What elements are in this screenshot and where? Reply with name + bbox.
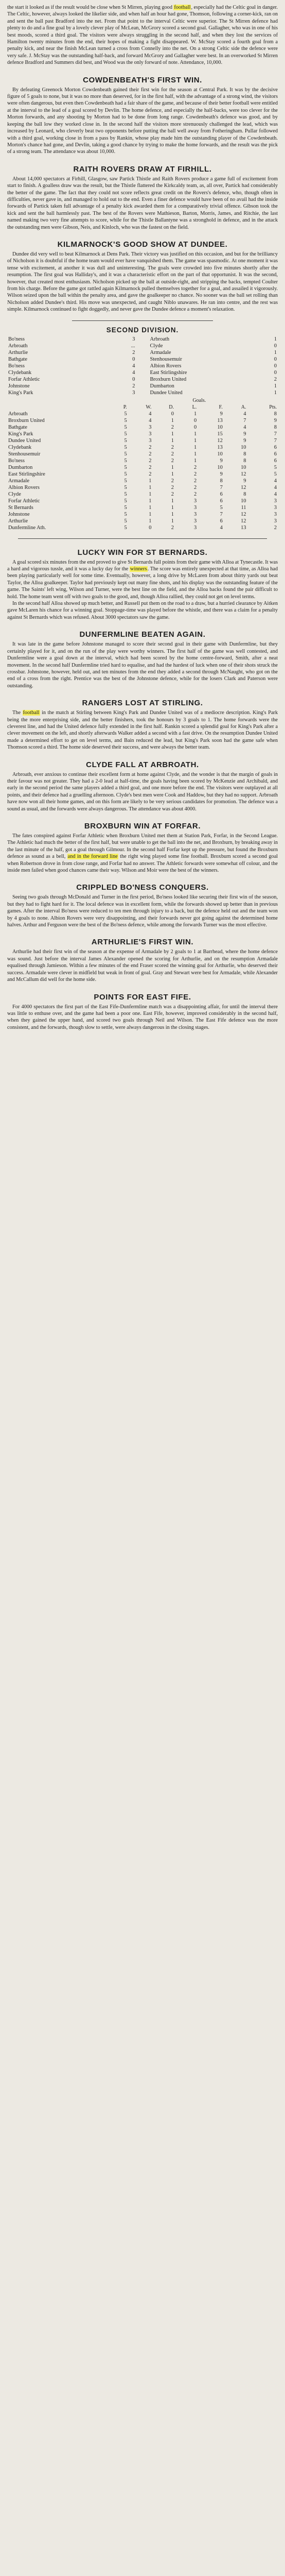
- col-header: P.: [123, 404, 127, 410]
- league-stat: 12: [241, 518, 246, 524]
- league-stat: 12: [241, 471, 246, 477]
- league-stat: 2: [171, 491, 174, 497]
- league-row: [7, 478, 278, 484]
- league-stat: 4: [149, 411, 152, 417]
- league-team: Forfar Athletic: [8, 498, 40, 504]
- league-stat: 3: [149, 431, 152, 437]
- article-heading: POINTS FOR EAST FIFE.: [94, 992, 191, 1002]
- article-arthurlie: [7, 938, 278, 983]
- league-stat: 3: [274, 504, 277, 511]
- league-stat: 1: [171, 417, 174, 423]
- result-row: [7, 356, 278, 363]
- league-team: Clyde: [8, 491, 21, 497]
- article-cowdenbeath: [7, 76, 278, 156]
- article-heading: RAITH ROVERS DRAW AT FIRHILL.: [73, 164, 212, 174]
- article-dunfermline: [7, 630, 278, 689]
- league-stat: 5: [124, 457, 127, 464]
- league-team: Dumbarton: [8, 464, 33, 470]
- league-row: [7, 424, 278, 431]
- search-highlight: football: [23, 710, 40, 716]
- league-stat: 12: [241, 511, 246, 517]
- result-separator: [136, 376, 149, 383]
- away-team: Dumbarton: [150, 383, 174, 389]
- col-header: W.: [146, 404, 152, 410]
- league-stat: 5: [124, 524, 127, 531]
- league-stat: 0: [194, 417, 197, 423]
- league-stat: 5: [124, 504, 127, 511]
- league-stat: 5: [124, 464, 127, 470]
- league-stat: 2: [194, 478, 197, 484]
- section-divider: [72, 320, 213, 321]
- home-team: King's Park: [8, 389, 33, 396]
- article-heading: CLYDE FALL AT ARBROATH.: [86, 760, 199, 769]
- result-row: [7, 336, 278, 343]
- league-team: East Stirlingshire: [8, 471, 45, 477]
- league-team: King's Park: [8, 431, 33, 437]
- league-stat: 5: [124, 471, 127, 477]
- league-stat: 5: [124, 478, 127, 484]
- league-team: Bathgate: [8, 424, 27, 430]
- article-paragraph: The fates conspired against Forfar Athletic when Broxburn United met them at Station Park, Forfar, in the Second League. The Athletic had much the better of the first half, but were unable to get the ball into the net, and Broxburn, by breaking away in the last minute of the half, got a goal through Gilmour. In the second half Forfar kept up the pressure, but found the Broxburn defence as sound as a bell, and in the forward line the right wing played some fine football. Broxburn scored a second goal when Robertson drove in from close range, and Forfar had no answer. The Athletic forwards were somewhat off colour, and the inside men failed when good chances came their way. Wilson and Moir were the best of the winners.: [7, 833, 278, 874]
- league-stat: 0: [149, 524, 152, 531]
- league-stat: 1: [171, 471, 174, 477]
- league-stat: 8: [220, 478, 223, 484]
- league-stat: 13: [217, 444, 223, 450]
- league-stat: 1: [149, 504, 152, 511]
- away-score: 0: [274, 363, 277, 369]
- away-team: Clyde: [150, 343, 163, 349]
- league-stat: 7: [274, 431, 277, 437]
- article-heading: ARTHURLIE'S FIRST WIN.: [91, 938, 194, 947]
- league-stat: 5: [124, 437, 127, 444]
- league-row: [7, 464, 278, 471]
- col-header: Pts.: [269, 404, 277, 410]
- col-header: F.: [219, 404, 223, 410]
- league-row: [7, 457, 278, 464]
- league-stat: 13: [241, 524, 246, 531]
- away-score: 0: [274, 356, 277, 362]
- league-stat: 2: [194, 484, 197, 490]
- league-stat: 8: [243, 451, 246, 457]
- league-stat: 11: [241, 504, 246, 511]
- league-row: [7, 518, 278, 524]
- league-stat: 1: [171, 518, 174, 524]
- col-header: A.: [241, 404, 246, 410]
- article-heading: BROXBURN WIN AT FORFAR.: [84, 822, 201, 831]
- league-stat: 3: [194, 498, 197, 504]
- league-stat: 10: [217, 464, 223, 470]
- league-stat: 5: [124, 431, 127, 437]
- league-stat: 0: [171, 411, 174, 417]
- league-stat: 2: [171, 478, 174, 484]
- article-paragraph: The football in the match at Stirling between King's Park and Dundee United was of a mediocre description. King's Park being the more enterprising side, and the better finishers, took the honours by 3 goals to 1. The home forwards were the cleverest line, and had the United defence fully extended in the first half. Rankin scored a splendid goal for King's Park after a clever movement on the left, and shortly afterwards Walker added a second with a fast drive. On the resumption Dundee United made a determined effort to get on level terms, and Bain reduced the lead, but King's Park soon had the game safe when Thomson scored a third. The home side deserved their success, and were always the better team.: [7, 710, 278, 751]
- result-separator: [136, 363, 149, 369]
- article-paragraph: Seeing two goals through McDonald and Turner in the first period, Bo'ness looked like securing their first win of the season, but they had to fight hard for it. The local defence was in excellent form, while the forwards showed up better than in previous games. After the interval Bo'ness were reduced to ten men through injury to a back, but the defence held out and the team won by 4 goals to none. Albion Rovers were very disappointing, and their forwards never got going against the determined home halves. Arthur and Ferguson were the best of the Bo'ness defence, while among the forwards Turner was the most effective.: [7, 894, 278, 928]
- away-team: Armadale: [150, 349, 171, 355]
- league-stat: 2: [149, 457, 152, 464]
- league-table: [7, 397, 278, 531]
- result-separator: [136, 349, 149, 356]
- result-row: [7, 349, 278, 356]
- home-team: Clydebank: [8, 369, 32, 376]
- col-header: L.: [192, 404, 197, 410]
- league-stat: 6: [274, 444, 277, 450]
- league-stat: 5: [124, 424, 127, 430]
- section-heading: SECOND DIVISION.: [106, 326, 179, 334]
- league-stat: 1: [171, 437, 174, 444]
- article-heading: DUNFERMLINE BEATEN AGAIN.: [79, 630, 206, 639]
- article-kilmarnock: [7, 240, 278, 313]
- article-paragraph: the start it looked as if the result would be close when St Mirren, playing good football, especially had the Celtic goal in danger. The Celtic, however, always looked the likelier side, and when half an hour had gone, Thomson, following a corner-kick, ran on and sent the ball past Bradford into the net. From that point to the interval Celtic were superior. The St Mirren defence had plenty to do and a fine goal by a lovely clever play of McLean, McGrory scored a second goal. Gallagher, who was in one of his best moods, scored a third goal. The visitors were always struggling in the second half, and when they lost the services of Hamilton twenty minutes from the end, their hopes of making a fight disappeared. W. McStay scored a fourth goal from a penalty kick, and near the finish McLean turned a cross from Connelly into the net. On a strong Celtic side the defence were very safe. J. McStay was the outstanding half-back, and forward McGrory and Gallagher were best. In an overworked St Mirren defence Bradford and Summers did best, and Wood was the only forward of note. Attendance, 10,000.: [7, 5, 278, 66]
- league-stat: 8: [274, 424, 277, 430]
- league-stat: 7: [220, 484, 223, 490]
- league-stat: 1: [194, 451, 197, 457]
- league-goals-row: [7, 397, 278, 404]
- league-stat: 1: [149, 478, 152, 484]
- result-separator: [136, 343, 149, 349]
- more-reports: [7, 548, 278, 1031]
- league-stat: 6: [220, 498, 223, 504]
- league-row: [7, 524, 278, 531]
- article-paragraph: A goal scored six minutes from the end proved to give St Bernards full points from their game with Alloa at Tynecastle. It was a hard and vigorous tussle, and it was a lucky day for the winners. The score was entirely unexpected at that time, as Alloa had been playing particularly well for some time. Eventually, however, a long drive by McLaren from about thirty yards out beat Taylor, the Alloa goalkeeper. Taylor had previously kept out many fine shots, and his display was the outstanding feature of the game. The Saints' left wing, Wilson and Turner, were the best line on the field, and the Alloa backs found the pair difficult to hold. The home team went off with two goals to the good, and, though Alloa rallied, they could not get on level terms.: [7, 559, 278, 600]
- away-score: 1: [274, 336, 277, 342]
- league-row: [7, 498, 278, 504]
- col-header: D.: [169, 404, 174, 410]
- league-stat: 9: [220, 411, 223, 417]
- league-stat: 1: [194, 431, 197, 437]
- home-team: Bo'ness: [8, 363, 25, 369]
- article-clyde: [7, 760, 278, 812]
- article-paragraph: Dundee did very well to beat Kilmarnock at Dens Park. Their victory was justified on this occasion, and but for the brilliancy of Nicholson it is doubtful if the home team would ever have vanquished them. The game was spasmodic. At one moment it was tense with excitement, at another it was dull and uninteresting. The goals were crowded into five minutes shortly after the resumption. The first goal was Halliday's, and it was a characteristic effort on the part of that opportunist. It was the second, however, that created most enthusiasm. Nicholson picked up the ball at outside-right, and stripping the backs, tempted Coulter from his charge. Before the game got rattled again Kilmarnock pulled themselves together for a goal, and assailed it vigorously. Wilson seized upon the ball within the penalty area, and gave the goalkeeper no chance. No sooner was the ball set rolling than Nicholson added Dundee's third. His move was unexpected, and caught Niblo unawares. He ran into centre, and the rest was simple. Kilmarnock continued to fight doggedly, and never gave the Dundee defence a moment's relaxation.: [7, 251, 278, 313]
- league-row: [7, 431, 278, 437]
- goals-label: Goals.: [192, 397, 206, 403]
- home-team: Bathgate: [8, 356, 27, 362]
- away-team: Arbroath: [150, 336, 170, 342]
- league-row: [7, 451, 278, 457]
- league-stat: 8: [274, 411, 277, 417]
- league-stat: 7: [243, 417, 246, 423]
- search-highlight: and in the forward line: [67, 854, 118, 860]
- league-stat: 3: [194, 524, 197, 531]
- away-team: Stenhousemuir: [150, 356, 182, 362]
- article-rangers: [7, 699, 278, 751]
- home-team: Bo'ness: [8, 336, 25, 342]
- search-highlight: winners: [130, 566, 147, 572]
- article-heading: CRIPPLED BO'NESS CONQUERS.: [76, 883, 209, 892]
- home-score: 0: [132, 376, 135, 382]
- league-stat: 5: [124, 417, 127, 423]
- league-stat: 5: [124, 518, 127, 524]
- home-score: 2: [132, 349, 135, 355]
- result-separator: [136, 336, 149, 343]
- article-bo-ness: [7, 883, 278, 928]
- league-stat: 5: [124, 451, 127, 457]
- league-stat: 1: [149, 484, 152, 490]
- result-row: [7, 383, 278, 389]
- article-eastfife: [7, 993, 278, 1031]
- league-stat: 5: [274, 471, 277, 477]
- league-stat: 2: [274, 524, 277, 531]
- article-paragraph: It was late in the game before Johnstone managed to score their second goal in their game with Dunfermline, but they certainly played for it, and on the run of the play were worthy winners. The first half of the game was well contested, and Dunfermline were a goal down at the interval, which had been scored by the home centre-forward, Smith, after a neat movement. In the second half Dunfermline tried hard to equalise, and had the hardest of luck when one of their shots struck the crossbar. Johnstone, however, held out, and ten minutes from the end they added a second through McNaught, who got on the end of a cross from the right. Prentice was the best of the Johnstone defence, while for the losers Clark and Paterson were outstanding.: [7, 641, 278, 689]
- league-team: St Bernards: [8, 504, 33, 511]
- section-divider: [18, 538, 267, 539]
- league-stat: 2: [171, 451, 174, 457]
- home-score: 2: [132, 383, 135, 389]
- league-row: [7, 417, 278, 424]
- result-separator: [136, 369, 149, 376]
- league-stat: 2: [171, 457, 174, 464]
- league-stat: 2: [149, 444, 152, 450]
- league-row: [7, 437, 278, 444]
- league-stat: 4: [220, 524, 223, 531]
- league-stat: 1: [171, 431, 174, 437]
- home-team: Arthurlie: [8, 349, 28, 355]
- league-stat: 1: [194, 444, 197, 450]
- league-stat: 2: [149, 464, 152, 470]
- home-score: 3: [132, 336, 135, 342]
- league-stat: 10: [241, 444, 246, 450]
- league-stat: 3: [194, 504, 197, 511]
- league-stat: 5: [274, 464, 277, 470]
- league-stat: 10: [241, 498, 246, 504]
- second-division: [7, 326, 278, 531]
- league-stat: 0: [194, 424, 197, 430]
- result-row: [7, 363, 278, 369]
- league-stat: 1: [194, 457, 197, 464]
- league-stat: 9: [220, 471, 223, 477]
- article-broxburn: [7, 822, 278, 874]
- league-row: [7, 484, 278, 491]
- league-stat: 4: [243, 411, 246, 417]
- league-stat: 1: [149, 511, 152, 517]
- league-stat: 6: [220, 491, 223, 497]
- article-heading: LUCKY WIN FOR ST BERNARDS.: [77, 548, 208, 557]
- league-stat: 7: [274, 437, 277, 444]
- league-stat: 1: [194, 437, 197, 444]
- league-stat: 6: [220, 518, 223, 524]
- result-row: [7, 376, 278, 383]
- away-score: 0: [274, 343, 277, 349]
- article-heading: KILMARNOCK'S GOOD SHOW AT DUNDEE.: [57, 240, 228, 249]
- league-stat: 10: [241, 464, 246, 470]
- league-team: Broxburn United: [8, 417, 45, 423]
- result-separator: [136, 383, 149, 389]
- league-stat: 5: [220, 504, 223, 511]
- league-team: Albion Rovers: [8, 484, 40, 490]
- league-stat: 2: [171, 524, 174, 531]
- article-paragraph: Arbroath, ever anxious to continue their excellent form at home against Clyde, and the wonder is that the margin of goals in their favour was not greater. They had a 2-0 lead at half-time, the goals having been scored by McKenzie and Archibald, and early in the second period the same players added a third goal, and one more before the end. The visitors were outplayed at all points, and their defence had a gruelling afternoon. Clyde's best men were Cook and Haddow, but they had no support. Arbroath have now won all their home games, and on this form are likely to be very serious candidates for promotion. The defence was a sound as usual, and the forwards were always dangerous. The attendance was about 4000.: [7, 771, 278, 812]
- league-stat: 1: [171, 498, 174, 504]
- league-stat: 3: [274, 518, 277, 524]
- league-stat: 5: [124, 411, 127, 417]
- league-stat: 9: [220, 457, 223, 464]
- league-team: Stenhousemuir: [8, 451, 41, 457]
- league-stat: 1: [171, 464, 174, 470]
- league-stat: 4: [274, 484, 277, 490]
- league-stat: 1: [171, 511, 174, 517]
- league-stat: 2: [171, 444, 174, 450]
- league-team: Arthurlie: [8, 518, 28, 524]
- league-row: [7, 411, 278, 417]
- league-stat: 8: [243, 457, 246, 464]
- article-heading: COWDENBEATH'S FIRST WIN.: [83, 75, 202, 84]
- league-stat: 3: [149, 437, 152, 444]
- league-stat: 1: [149, 498, 152, 504]
- league-stat: 13: [217, 417, 223, 423]
- result-separator: [136, 356, 149, 363]
- article-stbernards: [7, 548, 278, 621]
- away-score: 1: [274, 349, 277, 355]
- result-row: [7, 389, 278, 396]
- result-row: [7, 369, 278, 376]
- league-team: Johnstone: [8, 511, 30, 517]
- league-stat: 6: [274, 457, 277, 464]
- home-team: Arbroath: [8, 343, 28, 349]
- away-team: Broxburn United: [150, 376, 187, 382]
- league-stat: 2: [194, 491, 197, 497]
- league-stat: 9: [243, 478, 246, 484]
- league-stat: 8: [243, 491, 246, 497]
- away-score: 1: [274, 389, 277, 396]
- opening-report: [7, 4, 278, 66]
- article-paragraph: By defeating Greenock Morton Cowdenbeath gained their first win for the season at Central Park. It was by the decisive figure of 5 goals to none, but it was no more than deserved, for in the first half, with the advantage of a strong wind, the visitors were often dangerous, but even then Cowdenbeath had a fair share of the game, and because of their better football were entitled at the interval to the lead of a goal scored by Devlin. The home defence, and especially the half-backs, were too clever for the Morton forwards, and any shooting by Morton had to be done from long range. Cowdenbeath's defence was good, and by keeping the ball low they worked close in. In the second half the visitors more strenuously challenged the lead, which was increased by Leonard, who cleverly beat two opponents before putting the ball well away from Fotheringham. Pullar followed with a third goal, working close in from a pass by Rankin, whose play made him the outstanding player of the Cowdenbeath. Morton's chance had gone, and Devlin, taking a good chance by trying to make the home forwards, and the result was the pick of a strong team. The attendance was about 10,000.: [7, 87, 278, 155]
- league-stat: 2: [194, 471, 197, 477]
- league-stat: 4: [274, 478, 277, 484]
- league-stat: 15: [217, 431, 223, 437]
- home-score: 4: [132, 369, 135, 376]
- article-heading: RANGERS LOST AT STIRLING.: [82, 699, 203, 708]
- result-row: [7, 343, 278, 349]
- league-stat: 6: [274, 451, 277, 457]
- league-stat: 2: [171, 424, 174, 430]
- league-stat: 4: [243, 424, 246, 430]
- article-raith: [7, 165, 278, 231]
- league-stat: 1: [149, 491, 152, 497]
- league-stat: 1: [194, 411, 197, 417]
- home-team: Johnstone: [8, 383, 30, 389]
- league-row: [7, 511, 278, 518]
- away-team: Dundee United: [150, 389, 183, 396]
- league-stat: 10: [217, 451, 223, 457]
- league-stat: 3: [194, 518, 197, 524]
- league-stat: 3: [149, 424, 152, 430]
- article-paragraph: In the second half Alloa showed up much better, and Russell put them on the road to a draw, but a hurried clearance by Aitken gave McLaren his chance for a winning goal. Stoppage-time was played before the whistle, and there was a claim for a penalty against St Bernards which was refused. About 3000 spectators saw the game.: [7, 601, 278, 620]
- home-score: 0: [132, 356, 135, 362]
- league-stat: 4: [274, 491, 277, 497]
- league-stat: 5: [124, 484, 127, 490]
- home-score: 4: [132, 363, 135, 369]
- league-stat: 9: [243, 437, 246, 444]
- home-score: ...: [131, 343, 135, 349]
- home-team: Forfar Athletic: [8, 376, 40, 382]
- home-score: 3: [132, 389, 135, 396]
- league-stat: 9: [243, 431, 246, 437]
- result-separator: [136, 389, 149, 396]
- league-team: Dundee United: [8, 437, 41, 444]
- away-team: Albion Rovers: [150, 363, 182, 369]
- league-stat: 2: [149, 471, 152, 477]
- league-stat: 5: [124, 511, 127, 517]
- league-row: [7, 444, 278, 451]
- article-paragraph: About 14,000 spectators at Firhill, Glasgow, saw Partick Thistle and Raith Rovers produce a game full of excitement from start to finish. A goalless draw was the result, but the Thistle flattered the Kirkcaldy team, as, all over, Partick had considerably the better of the game. The fact that they could not score reflects great credit on the Rovers's defence, who, though often in difficulties, never gave in, and managed to hold out to the end. Even a finer defence would have been of no avail had the inside forwards of Partick taken full advantage of a penalty kick awarded them for a comparatively trivial offence. Gibson took the kick and sent the ball harmlessly past. The best of the Rovers were Mathieson, Barton, Morris, James, and Ritchie, the last named making two very fine attempts to score, while for the Thistle Ballantyne was a stronghold in defence, and in the attack the outstanding men were Gibson, Neis, and Kinloch, who was the fastest on the field.: [7, 176, 278, 230]
- away-score: 1: [274, 383, 277, 389]
- league-row: [7, 504, 278, 511]
- league-stat: 5: [124, 498, 127, 504]
- article-paragraph: For 4000 spectators the first part of the East Fife-Dunfermline match was a disappointing affair, for until the interval there was little to enthuse over, and the game had been a poor one. East Fife, however, improved considerably in the second half, when they gained the upper hand, and scored two goals through Neil and Wilson. The East Fife defence was the more consistent, and the forwards, though slow to settle, were always dangerous in the closing stages.: [7, 1004, 278, 1030]
- league-row: [7, 491, 278, 498]
- league-stat: 2: [149, 451, 152, 457]
- league-stat: 3: [194, 511, 197, 517]
- newspaper-page: [0, 0, 285, 1040]
- league-stat: 12: [241, 484, 246, 490]
- league-stat: 12: [217, 437, 223, 444]
- league-header-row: [7, 404, 278, 411]
- league-stat: 5: [124, 444, 127, 450]
- away-score: 2: [274, 376, 277, 382]
- league-team: Dunfermline Ath.: [8, 524, 46, 531]
- league-team: Armadale: [8, 478, 29, 484]
- away-score: 0: [274, 369, 277, 376]
- league-stat: 10: [217, 424, 223, 430]
- league-stat: 7: [220, 511, 223, 517]
- league-stat: 3: [274, 511, 277, 517]
- league-team: Clydebank: [8, 444, 32, 450]
- article-paragraph: Arthurlie had their first win of the season at the expense of Armadale by 2 goals to 1 at Barrhead, where the home defence was sound. Just before the interval James Alexander opened the scoring for Arthurlie, and on the resumption Armadale equalised through Jamieson. Within a few minutes of the end Fraser scored the winning goal for Arthurlie, who deserved their success. Armadale were clever in midfield but weak in front of goal. Gray and Stewart were best for Armadale, while Alexander and McCallum did well for the home side.: [7, 949, 278, 983]
- league-team: Bo'ness: [8, 457, 25, 464]
- league-stat: 3: [274, 498, 277, 504]
- league-stat: 9: [274, 417, 277, 423]
- league-stat: 5: [124, 491, 127, 497]
- results-table: [7, 336, 278, 396]
- league-stat: 1: [149, 518, 152, 524]
- search-highlight: football: [174, 5, 191, 10]
- league-stat: 1: [171, 504, 174, 511]
- league-row: [7, 471, 278, 478]
- league-stat: 2: [171, 484, 174, 490]
- league-stat: 4: [149, 417, 152, 423]
- league-stat: 2: [194, 464, 197, 470]
- league-team: Arbroath: [8, 411, 28, 417]
- away-team: East Stirlingshire: [150, 369, 187, 376]
